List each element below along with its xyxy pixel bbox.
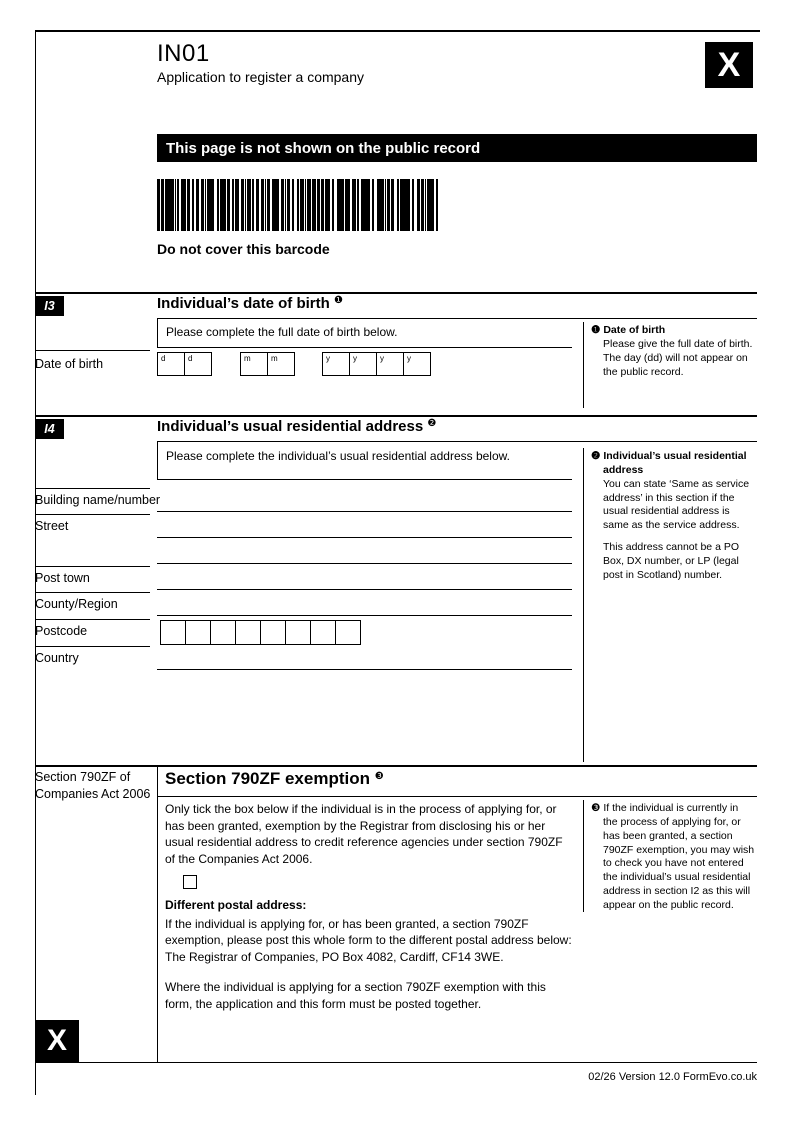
divider xyxy=(583,448,584,762)
county-label: County/Region xyxy=(35,597,118,611)
postcode-label: Postcode xyxy=(35,624,88,638)
dob-day-cell-2[interactable]: d xyxy=(184,352,212,376)
note-title: Date of birth xyxy=(603,324,666,336)
divider xyxy=(35,1062,757,1063)
dob-year-cell-4[interactable]: y xyxy=(403,352,431,376)
note-title: Individual’s usual residential address xyxy=(603,450,747,476)
section-790zf-title xyxy=(165,769,384,789)
divider xyxy=(35,350,150,351)
dob-year-group xyxy=(322,352,431,376)
note-body: Please give the full date of birth. The day (dd) will not appear on the public record. xyxy=(603,337,753,378)
barcode xyxy=(157,179,438,231)
divider xyxy=(35,619,150,620)
divider xyxy=(583,800,584,912)
corner-mark-bottom: X xyxy=(35,1020,79,1062)
dob-note xyxy=(591,324,753,379)
section-790zf-title-text: Section 790ZF exemption xyxy=(165,769,370,788)
zf-postal-address: The Registrar of Companies, PO Box 4082, Cardiff, CF14 3WE. xyxy=(165,949,504,964)
note-body: If the individual is currently in the process of applying for, or has been granted, a section 790ZF exemption, you may wish to check you have not entered the individual’s usual residential address in section I2 as this will appear on the public record. xyxy=(603,802,755,912)
divider xyxy=(35,415,757,417)
postcode-cell-4[interactable] xyxy=(235,620,261,645)
building-label: Building name/number xyxy=(35,493,161,507)
divider xyxy=(157,765,158,1062)
dob-month-group xyxy=(240,352,295,376)
dob-year-cell-1[interactable]: y xyxy=(322,352,350,376)
section-i4-title-text: Individual’s usual residential address xyxy=(157,418,424,435)
country-label: Country xyxy=(35,651,79,665)
street-label: Street xyxy=(35,519,69,533)
street-input-2[interactable] xyxy=(157,542,572,564)
note-paragraph: This address cannot be a PO Box, DX number, or LP (legal post in Scotland) number. xyxy=(603,541,739,581)
divider xyxy=(583,322,584,408)
divider xyxy=(35,514,150,515)
postcode-cell-3[interactable] xyxy=(210,620,236,645)
postcode-cell-8[interactable] xyxy=(335,620,361,645)
divider xyxy=(157,441,158,479)
note-ref-3: ❸ xyxy=(374,771,384,782)
postcode-cell-2[interactable] xyxy=(185,620,211,645)
dob-year-cell-3[interactable]: y xyxy=(376,352,404,376)
dob-row-label: Date of birth xyxy=(35,357,104,371)
form-title: Application to register a company xyxy=(157,69,364,85)
dob-year-cell-2[interactable]: y xyxy=(349,352,377,376)
public-record-banner: This page is not shown on the public record xyxy=(157,134,757,162)
divider xyxy=(35,488,150,489)
divider xyxy=(35,592,150,593)
note-paragraph: You can state ‘Same as service address’ in this section if the usual residential address is same as the service address. xyxy=(603,477,750,532)
post-town-label: Post town xyxy=(35,571,90,585)
barcode-caption: Do not cover this barcode xyxy=(157,241,330,257)
dob-month-cell-1[interactable]: m xyxy=(240,352,268,376)
divider xyxy=(157,441,757,442)
divider xyxy=(35,292,757,294)
footer-version: 02/26 Version 12.0 FormEvo.co.uk xyxy=(588,1071,757,1083)
zf-paragraph-2: If the individual is applying for, or has been granted, a section 790ZF exemption, please post this whole form to the different postal address below: xyxy=(165,916,572,948)
form-code: IN01 xyxy=(157,40,210,67)
section-790zf-exemption-checkbox[interactable] xyxy=(183,875,197,889)
divider xyxy=(157,796,757,797)
county-input[interactable] xyxy=(157,594,572,616)
divider xyxy=(157,479,572,480)
street-input[interactable] xyxy=(157,516,572,538)
section-i3-title-text: Individual’s date of birth xyxy=(157,295,330,312)
section-790zf-note xyxy=(591,802,755,913)
dob-day-cell-1[interactable]: d xyxy=(157,352,185,376)
section-790zf-left-label: Section 790ZF of Companies Act 2006 xyxy=(35,770,151,801)
postcode-cells xyxy=(160,620,361,645)
section-i3-badge: I3 xyxy=(35,296,64,316)
dob-month-cell-2[interactable]: m xyxy=(267,352,295,376)
zf-paragraph-3: Where the individual is applying for a section 790ZF exemption with this form, the application and this form must be posted together. xyxy=(165,980,546,1011)
section-790zf-body xyxy=(165,801,575,1012)
postcode-cell-6[interactable] xyxy=(285,620,311,645)
section-i4-title xyxy=(157,418,436,435)
country-input[interactable] xyxy=(157,648,572,670)
divider xyxy=(35,765,757,767)
dob-day-group xyxy=(157,352,212,376)
post-town-input[interactable] xyxy=(157,568,572,590)
section-i3-title xyxy=(157,295,343,312)
postcode-cell-1[interactable] xyxy=(160,620,186,645)
zf-postal-heading: Different postal address: xyxy=(165,898,307,913)
zf-paragraph-1: Only tick the box below if the individual is in the process of applying for, or has been granted, exemption by the Registrar from disclosing his or her usual residential address to credit reference agencies under section 790ZF of the Companies Act 2006. xyxy=(165,802,563,866)
divider xyxy=(35,30,36,1095)
note-marker: ❶ xyxy=(591,324,601,336)
building-input[interactable] xyxy=(157,490,572,512)
note-marker: ❸ xyxy=(591,802,601,814)
note-marker: ❷ xyxy=(591,450,601,462)
postcode-cell-5[interactable] xyxy=(260,620,286,645)
divider xyxy=(35,566,150,567)
residential-address-note xyxy=(591,450,755,591)
i3-instruction: Please complete the full date of birth below. xyxy=(166,325,398,339)
section-i4-badge: I4 xyxy=(35,419,64,439)
note-ref-1: ❶ xyxy=(333,295,343,306)
corner-mark-top: X xyxy=(705,42,753,88)
postcode-cell-7[interactable] xyxy=(310,620,336,645)
note-ref-2: ❷ xyxy=(427,418,437,429)
divider xyxy=(35,30,760,32)
divider xyxy=(157,318,158,347)
divider xyxy=(157,347,572,348)
i4-instruction: Please complete the individual’s usual residential address below. xyxy=(166,449,510,463)
divider xyxy=(35,646,150,647)
divider xyxy=(157,318,757,319)
